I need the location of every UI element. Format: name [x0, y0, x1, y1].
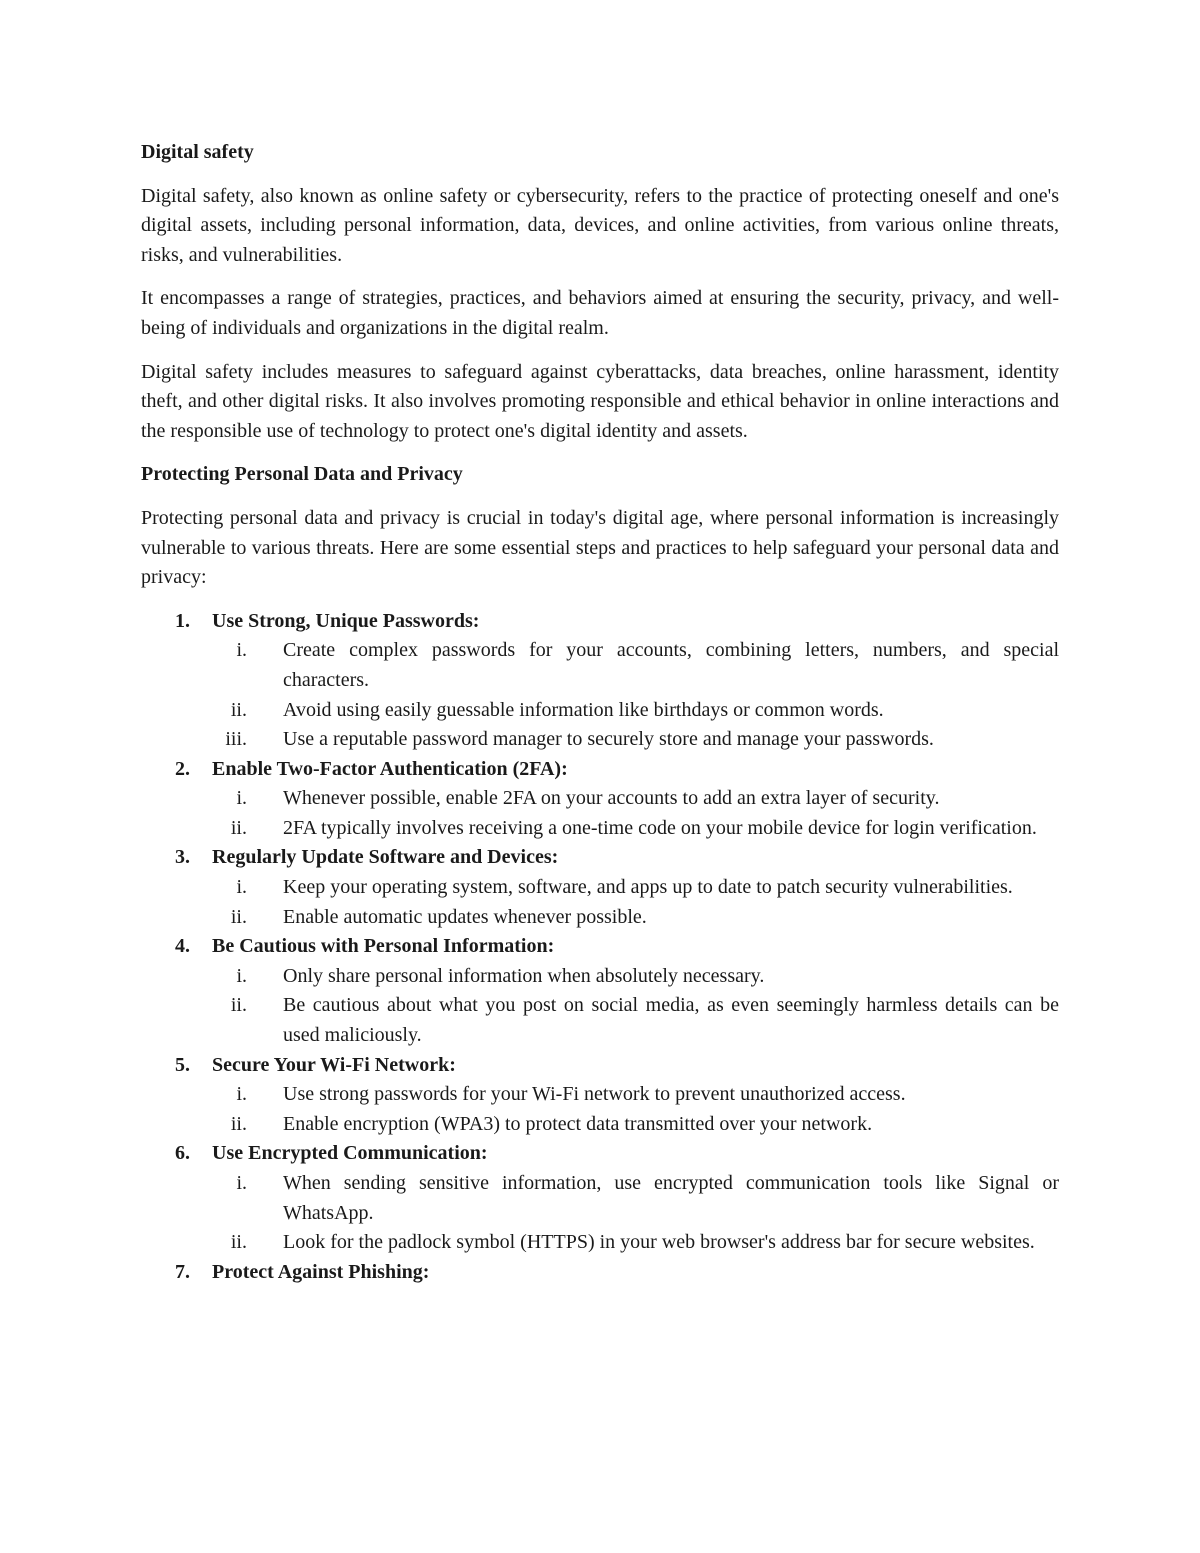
substep-text: Enable automatic updates whenever possible. — [283, 905, 647, 928]
substep-marker: ii. — [230, 1112, 247, 1135]
substep-item — [141, 1169, 1059, 1228]
substep-text: Use strong passwords for your Wi-Fi network to prevent unauthorized access. — [283, 1083, 906, 1106]
steps-list — [141, 607, 1059, 1288]
substep-text: Create complex passwords for your accounts, combining letters, numbers, and special characters. — [283, 639, 1059, 691]
document-page — [141, 138, 1059, 1287]
step-title: Secure Your Wi-Fi Network: — [212, 1053, 456, 1076]
substep-item — [141, 991, 1059, 1050]
step-item — [141, 1051, 1059, 1140]
step-item — [141, 1258, 1059, 1288]
substep-text: Whenever possible, enable 2FA on your accounts to add an extra layer of security. — [283, 787, 940, 810]
substep-marker: ii. — [230, 698, 247, 721]
substep-marker: ii. — [230, 994, 247, 1017]
step-item — [141, 932, 1059, 1050]
substep-item — [141, 636, 1059, 695]
substeps-list — [212, 784, 1059, 843]
substep-item — [141, 873, 1059, 903]
substep-item — [141, 962, 1059, 992]
section-intro: Protecting personal data and privacy is crucial in today's digital age, where personal information is increasingly vulnerable to various threats. Here are some essential steps and practices to help safeguard your personal data and privacy: — [141, 506, 1059, 589]
substep-marker: i. — [236, 876, 247, 899]
substep-text: Look for the padlock symbol (HTTPS) in your web browser's address bar for secure websites. — [283, 1231, 1035, 1254]
substep-marker: ii. — [230, 816, 247, 839]
intro-paragraph-3: Digital safety includes measures to safeguard against cyberattacks, data breaches, online harassment, identity theft, and other digital risks. It also involves promoting responsible and ethical behavior in online interactions and the responsible use of technology to protect one's digital identity and assets. — [141, 360, 1059, 442]
step-title: Be Cautious with Personal Information: — [212, 935, 555, 958]
substep-marker: i. — [236, 1172, 247, 1194]
substep-text: Use a reputable password manager to securely store and manage your passwords. — [283, 728, 934, 751]
step-title: Use Strong, Unique Passwords: — [212, 609, 480, 632]
substep-text: Only share personal information when absolutely necessary. — [283, 964, 765, 987]
step-item — [141, 607, 1059, 755]
step-number: 2. — [175, 757, 190, 780]
substep-marker: iii. — [225, 728, 247, 751]
step-number: 1. — [175, 609, 190, 632]
intro-paragraph-2: It encompasses a range of strategies, practices, and behaviors aimed at ensuring the security, privacy, and well-being of individuals and organizations in the digital realm. — [141, 287, 1059, 339]
step-title: Enable Two-Factor Authentication (2FA): — [212, 757, 568, 780]
substep-item — [141, 784, 1059, 814]
step-number: 3. — [175, 846, 190, 869]
substep-text: Be cautious about what you post on social media, as even seemingly harmless details can be used maliciously. — [283, 994, 1059, 1047]
substep-marker: i. — [236, 639, 247, 662]
substep-marker: i. — [236, 787, 247, 810]
substep-item — [141, 725, 1059, 755]
substep-marker: ii. — [230, 1231, 247, 1254]
document-title: Digital safety — [141, 141, 254, 163]
substep-marker: i. — [236, 1083, 247, 1106]
substep-item — [141, 1110, 1059, 1140]
substep-text: When sending sensitive information, use encrypted communication tools like Signal or WhatsApp. — [283, 1172, 1059, 1224]
step-title: Use Encrypted Communication: — [212, 1142, 488, 1165]
substeps-list — [212, 873, 1059, 932]
step-number: 5. — [175, 1053, 190, 1076]
step-number: 6. — [175, 1142, 190, 1165]
step-title: Protect Against Phishing: — [212, 1260, 430, 1283]
substep-text: Avoid using easily guessable information like birthdays or common words. — [283, 698, 884, 721]
intro-paragraph-1: Digital safety, also known as online safety or cybersecurity, refers to the practice of protecting oneself and one's digital assets, including personal information, data, devices, and online activities, from various online threats, risks, and vulnerabilities. — [141, 184, 1059, 266]
step-item — [141, 843, 1059, 932]
step-title: Regularly Update Software and Devices: — [212, 846, 559, 869]
substep-item — [141, 696, 1059, 726]
substep-item — [141, 1080, 1059, 1110]
substep-text: Keep your operating system, software, and apps up to date to patch security vulnerabilities. — [283, 876, 1013, 899]
step-item — [141, 755, 1059, 844]
substep-item — [141, 903, 1059, 933]
substep-text: Enable encryption (WPA3) to protect data transmitted over your network. — [283, 1112, 873, 1135]
step-item — [141, 1139, 1059, 1257]
substeps-list — [212, 636, 1059, 754]
substeps-list — [212, 962, 1059, 1051]
substep-text: 2FA typically involves receiving a one-time code on your mobile device for login verification. — [283, 816, 1037, 839]
substep-item — [141, 814, 1059, 844]
section-heading: Protecting Personal Data and Privacy — [141, 463, 463, 486]
substeps-list — [212, 1080, 1059, 1139]
step-number: 7. — [175, 1260, 190, 1283]
substep-marker: i. — [236, 964, 247, 987]
substep-marker: ii. — [230, 905, 247, 928]
substep-item — [141, 1228, 1059, 1258]
step-number: 4. — [175, 935, 190, 958]
substeps-list — [212, 1169, 1059, 1258]
